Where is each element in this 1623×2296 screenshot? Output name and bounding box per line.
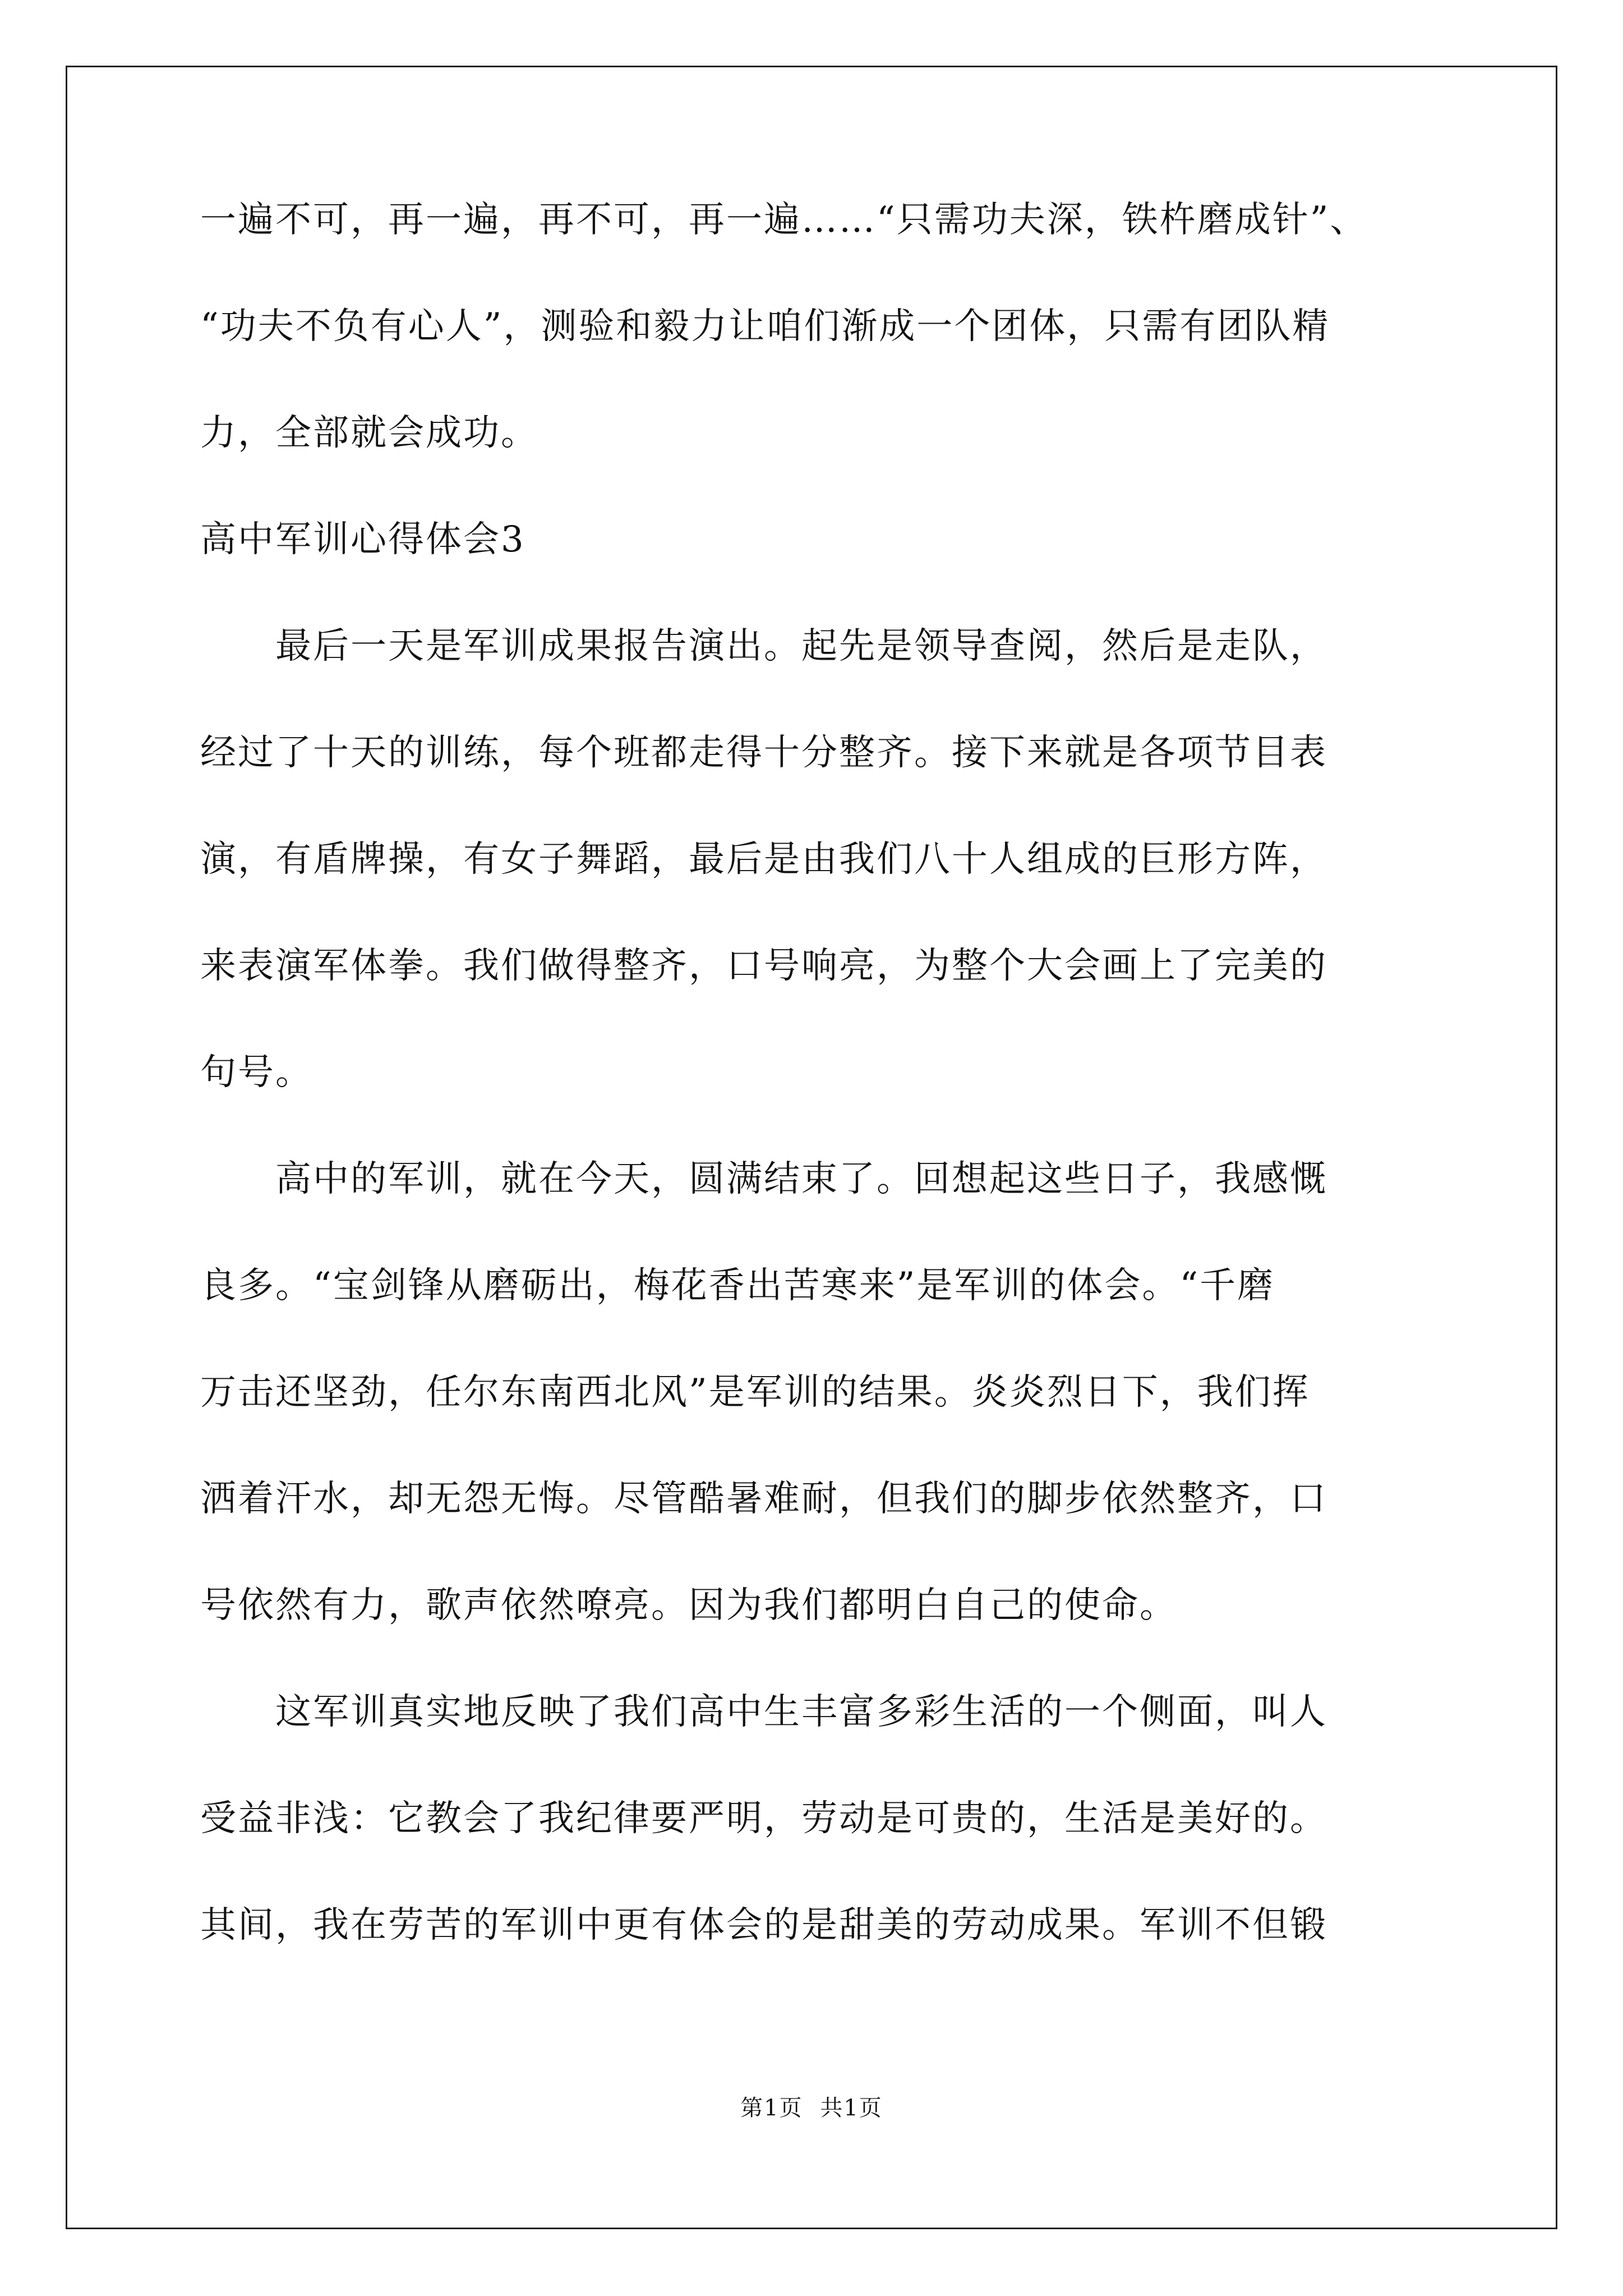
text-line: “功夫不负有心人”，测验和毅力让咱们渐成一个团体，只需有团队精	[200, 306, 1330, 347]
text-line: 良多。“宝剑锋从磨砺出，梅花香出苦寒来”是军训的体会。“千磨	[200, 1265, 1275, 1306]
text-line: 其间，我在劳苦的军训中更有体会的是甜美的劳动成果。军训不但锻	[200, 1904, 1327, 1946]
text-line: 句号。	[200, 1052, 313, 1093]
text-line: 万击还坚劲，任尔东南西北风”是军训的结果。炎炎烈日下，我们挥	[200, 1372, 1310, 1413]
page-footer	[0, 2095, 1623, 2122]
text-line: 受益非浅：它教会了我纪律要严明，劳动是可贵的，生活是美好的。	[200, 1798, 1327, 1839]
text-line: 这军训真实地反映了我们高中生丰富多彩生活的一个侧面，叫人	[200, 1691, 1327, 1733]
text-line: 来表演军体拳。我们做得整齐，口号响亮，为整个大会画上了完美的	[200, 945, 1327, 987]
text-line: 洒着汗水，却无怨无悔。尽管酷暑难耐，但我们的脚步依然整齐，口	[200, 1478, 1327, 1520]
text-line: 力，全部就会成功。	[200, 412, 538, 454]
text-line: 最后一天是军训成果报告演出。起先是领导查阅，然后是走队，	[200, 625, 1327, 667]
text-line: 演，有盾牌操，有女子舞蹈，最后是由我们八十人组成的巨形方阵，	[200, 839, 1327, 880]
text-line: 经过了十天的训练，每个班都走得十分整齐。接下来就是各项节目表	[200, 732, 1327, 774]
page-number: 第1页	[740, 2095, 803, 2121]
text-line: 号依然有力，歌声依然嘹亮。因为我们都明白自己的使命。	[200, 1585, 1177, 1626]
text-line: 一遍不可，再一遍，再不可，再一遍……“只需功夫深，铁杵磨成针”、	[200, 199, 1368, 241]
text-line: 高中的军训，就在今天，圆满结束了。回想起这些日子，我感慨	[200, 1158, 1327, 1200]
page-total: 共1页	[820, 2095, 883, 2121]
section-heading: 高中军训心得体会3	[200, 519, 525, 560]
